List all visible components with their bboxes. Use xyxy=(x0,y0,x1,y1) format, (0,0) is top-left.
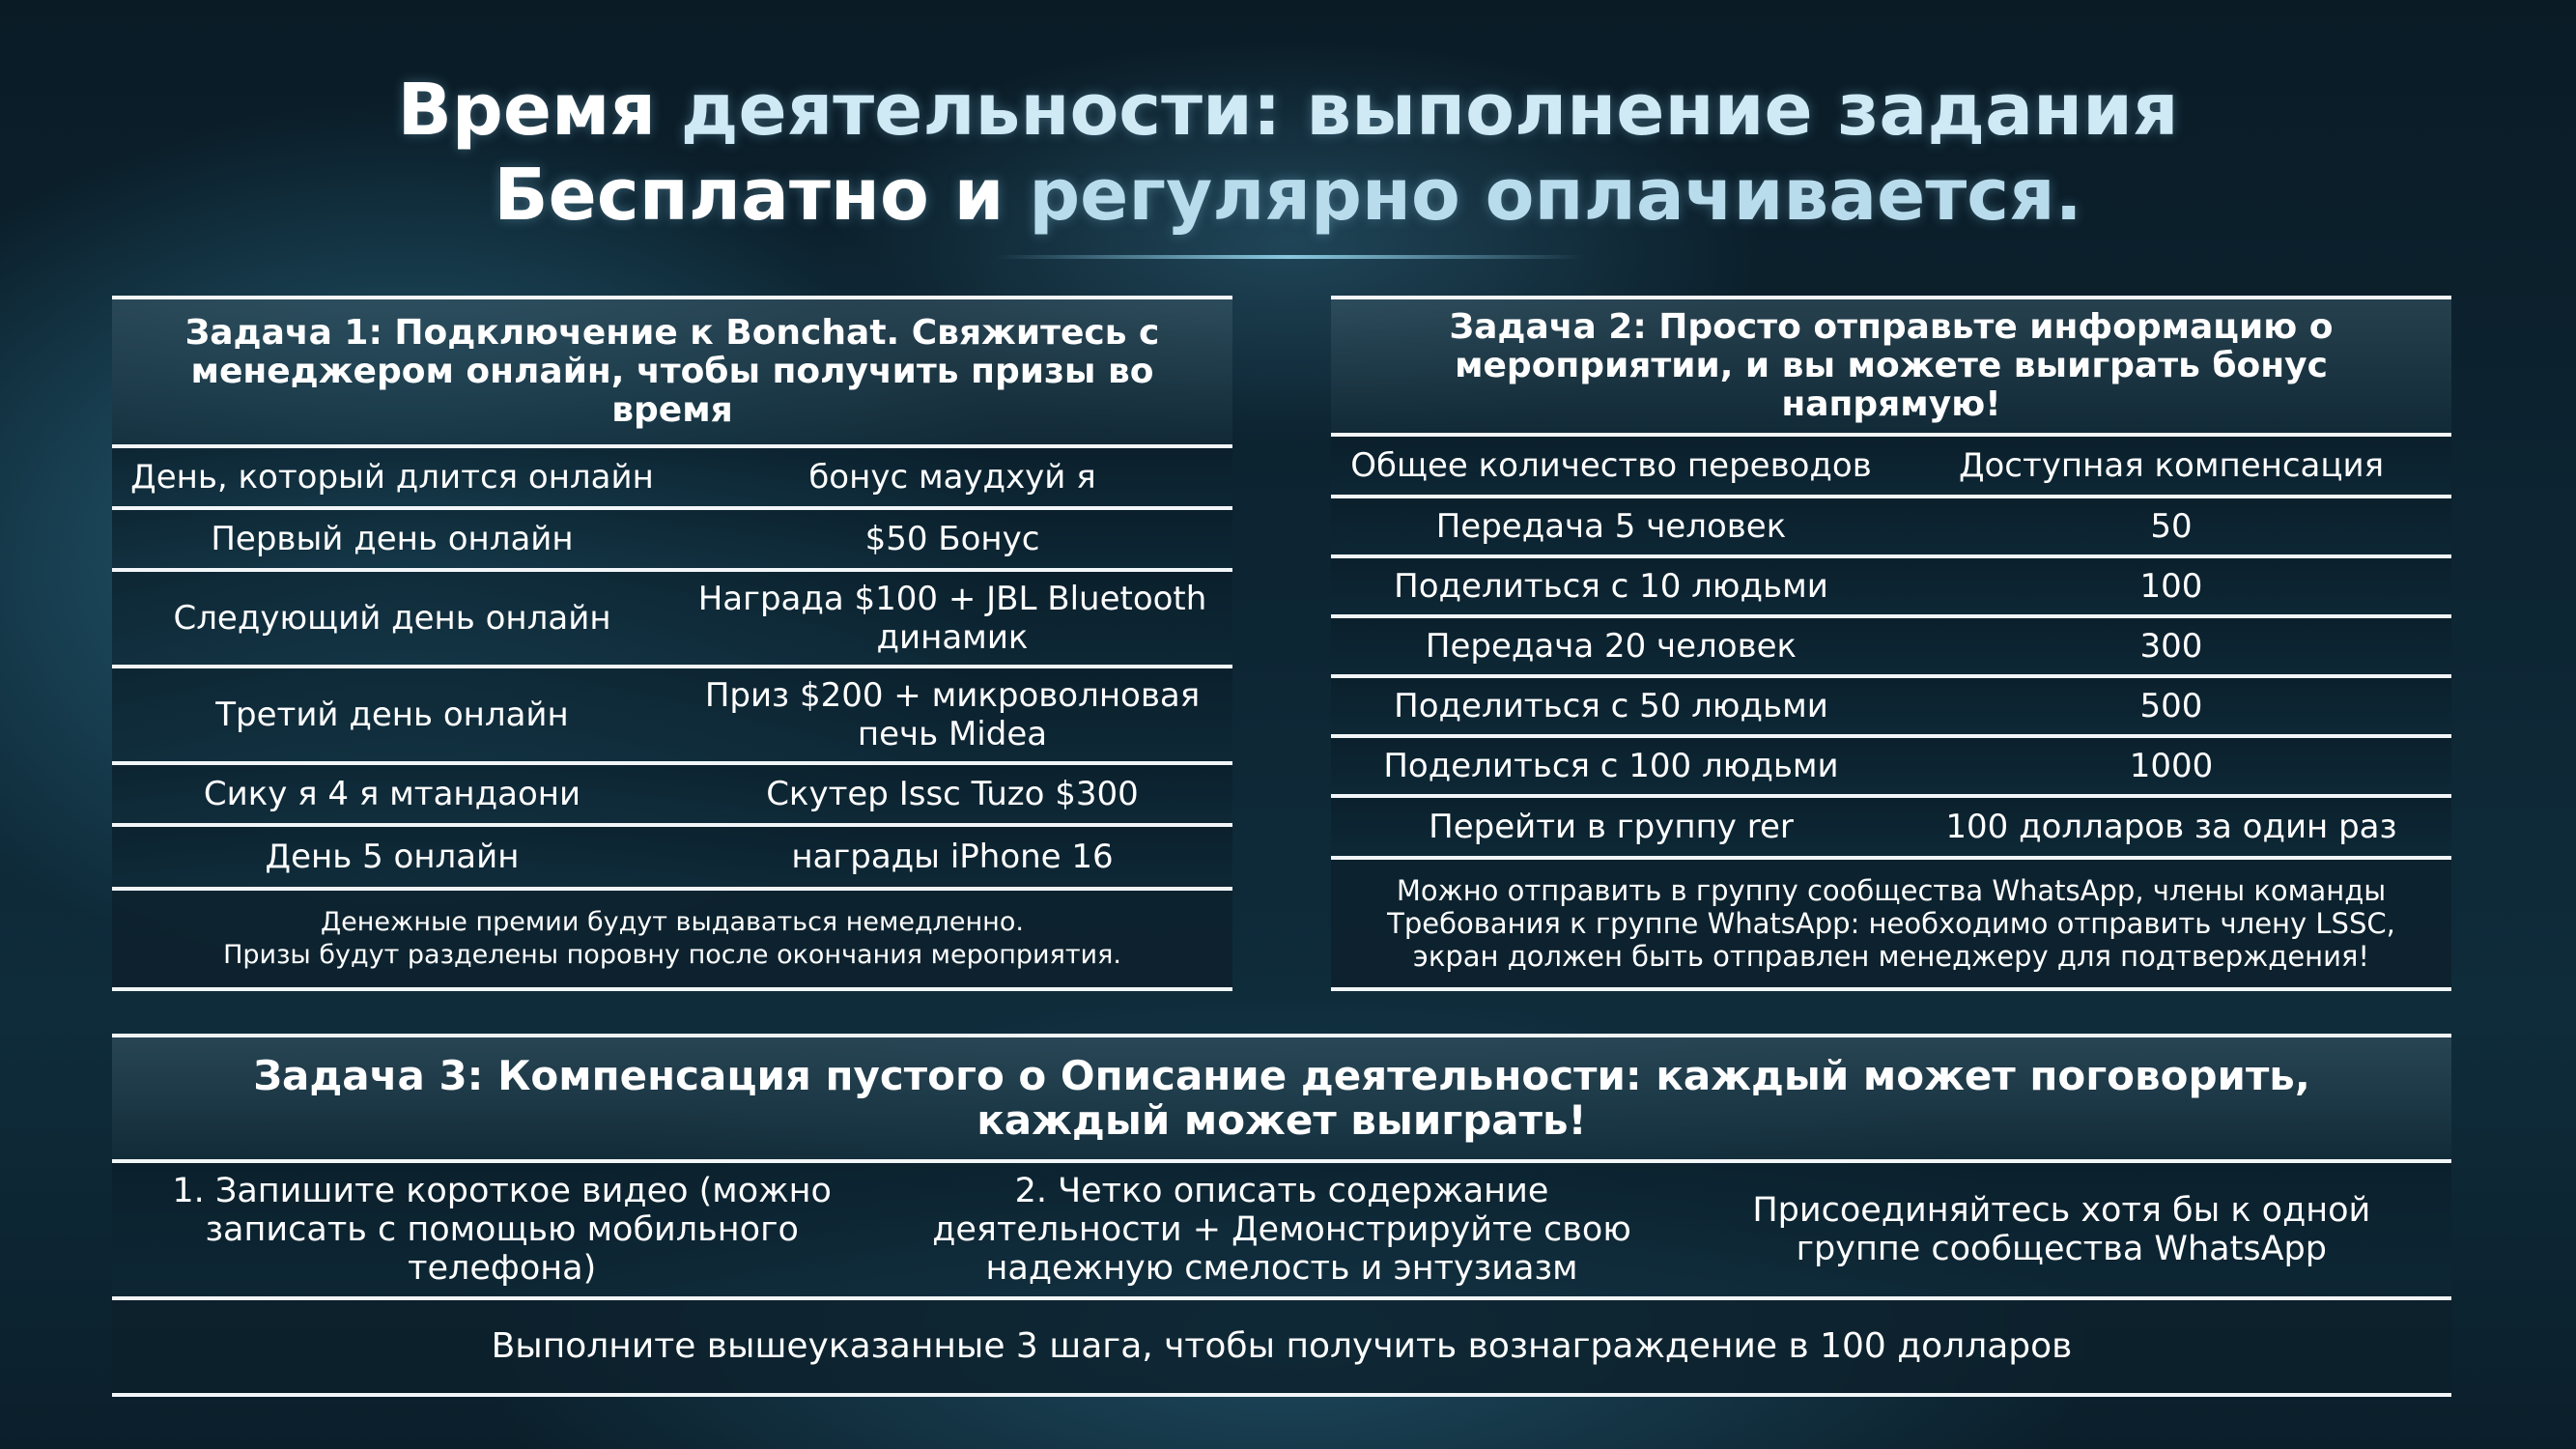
task1-bonus-cell: Скутер Issc Tuzo $300 xyxy=(766,775,1139,813)
divider xyxy=(112,987,1232,991)
task3-steps-row xyxy=(112,1163,2451,1296)
task2-compensation-cell: 500 xyxy=(2139,687,2203,725)
task1-bonus-cell: $50 Бонус xyxy=(864,520,1040,558)
task3-panel xyxy=(112,1034,2451,1401)
task3-footer xyxy=(112,1300,2451,1393)
task2-panel xyxy=(1331,296,2451,995)
task1-title: Задача 1: Подключение к Bonchat. Свяжитесь с менеджером онлайн, чтобы получить призы во время xyxy=(184,313,1160,430)
task2-footer xyxy=(1331,860,2451,987)
task2-transfer-cell: Поделиться с 100 людьми xyxy=(1383,747,1839,785)
page-title xyxy=(0,68,2576,238)
task1-day-cell: Первый день онлайн xyxy=(211,520,574,558)
task2-compensation-cell: 100 долларов за один раз xyxy=(1945,808,2397,846)
task2-footer-text: Можно отправить в группу сообщества WhatsApp, члены команды Требования к группе WhatsApp: необходимо отправить члену LSSC, экран должен быть отправлен менеджеру для подтверждения! xyxy=(1387,874,2395,973)
task1-footer-text xyxy=(112,906,1232,972)
table-row xyxy=(1331,738,2451,794)
task3-title: Задача 3: Компенсация пустого о Описание деятельности: каждый может поговорить, каждый может выиграть! xyxy=(253,1052,2310,1144)
task1-day-cell: Третий день онлайн xyxy=(215,696,569,734)
task1-bonus-cell: награды iPhone 16 xyxy=(791,838,1114,876)
task2-title: Задача 2: Просто отправьте информацию о мероприятии, и вы можете выиграть бонус напрямую! xyxy=(1449,307,2334,424)
task2-transfer-cell: Поделиться с 50 людьми xyxy=(1394,687,1828,725)
task1-bonus-cell: Награда $100 + JBL Bluetooth динамик xyxy=(697,580,1207,657)
task2-column-headers xyxy=(1331,437,2451,495)
divider xyxy=(112,1393,2451,1397)
table-row xyxy=(1331,558,2451,614)
task3-header xyxy=(112,1037,2451,1159)
task1-column-headers xyxy=(112,448,1232,506)
table-row xyxy=(1331,678,2451,734)
task1-panel xyxy=(112,296,1232,995)
title-line-2-part-b: регулярно оплачивается. xyxy=(1029,154,2082,237)
task3-step-1: 1. Запишите короткое видео (можно записать с помощью мобильного телефона) xyxy=(172,1172,832,1288)
task2-header xyxy=(1331,299,2451,433)
title-underline-glow xyxy=(995,255,1584,259)
table-row xyxy=(112,765,1232,823)
title-line-2 xyxy=(0,153,2576,238)
title-line-2-part-a: Бесплатно и xyxy=(494,154,1030,237)
task2-col-header-compensation: Доступная компенсация xyxy=(1958,446,2385,485)
task1-day-cell: Сику я 4 я мтандаони xyxy=(203,775,581,813)
task2-compensation-cell: 1000 xyxy=(2129,747,2214,785)
table-row xyxy=(1331,798,2451,856)
table-row xyxy=(112,510,1232,568)
task1-col-header-day: День, который длится онлайн xyxy=(130,458,654,497)
task2-transfer-cell: Передача 5 человек xyxy=(1435,507,1787,546)
task1-footer-line: Денежные премии будут выдаваться немедленно. xyxy=(321,907,1024,937)
table-row xyxy=(1331,498,2451,554)
task3-step-3: Присоединяйтесь хотя бы к одной группе сообщества WhatsApp xyxy=(1752,1191,2371,1268)
task1-day-cell: День 5 онлайн xyxy=(265,838,520,876)
title-line-1-part-b: деятельности: выполнение задания xyxy=(680,69,2179,152)
title-line-1 xyxy=(0,68,2576,153)
table-row xyxy=(1331,618,2451,674)
task2-transfer-cell: Передача 20 человек xyxy=(1425,627,1798,666)
title-line-1-part-a: Время xyxy=(397,69,681,152)
task2-compensation-cell: 100 xyxy=(2139,567,2203,606)
table-row xyxy=(112,668,1232,761)
table-row xyxy=(112,827,1232,887)
task3-step-2: 2. Четко описать содержание деятельности + Демонстрируйте свою надежную смелость и энтузиазм xyxy=(932,1172,1631,1288)
task1-bonus-cell: Приз $200 + микроволновая печь Midea xyxy=(704,676,1201,753)
task2-compensation-cell: 300 xyxy=(2139,627,2203,666)
task3-footer-text: Выполните вышеуказанные 3 шага, чтобы получить вознаграждение в 100 долларов xyxy=(491,1326,2073,1366)
task2-col-header-transfers: Общее количество переводов xyxy=(1350,446,1872,485)
task1-day-cell: Следующий день онлайн xyxy=(173,599,611,638)
table-row xyxy=(112,572,1232,665)
divider xyxy=(1331,987,2451,991)
task2-transfer-cell: Перейти в группу rer xyxy=(1429,808,1794,846)
task1-header xyxy=(112,299,1232,444)
task2-transfer-cell: Поделиться с 10 людьми xyxy=(1394,567,1828,606)
task1-footer xyxy=(112,891,1232,987)
task1-footer-line: Призы будут разделены поровну после окончания мероприятия. xyxy=(223,940,1121,970)
task2-compensation-cell: 50 xyxy=(2150,507,2193,546)
task1-col-header-bonus: бонус маудхуй я xyxy=(808,458,1096,497)
